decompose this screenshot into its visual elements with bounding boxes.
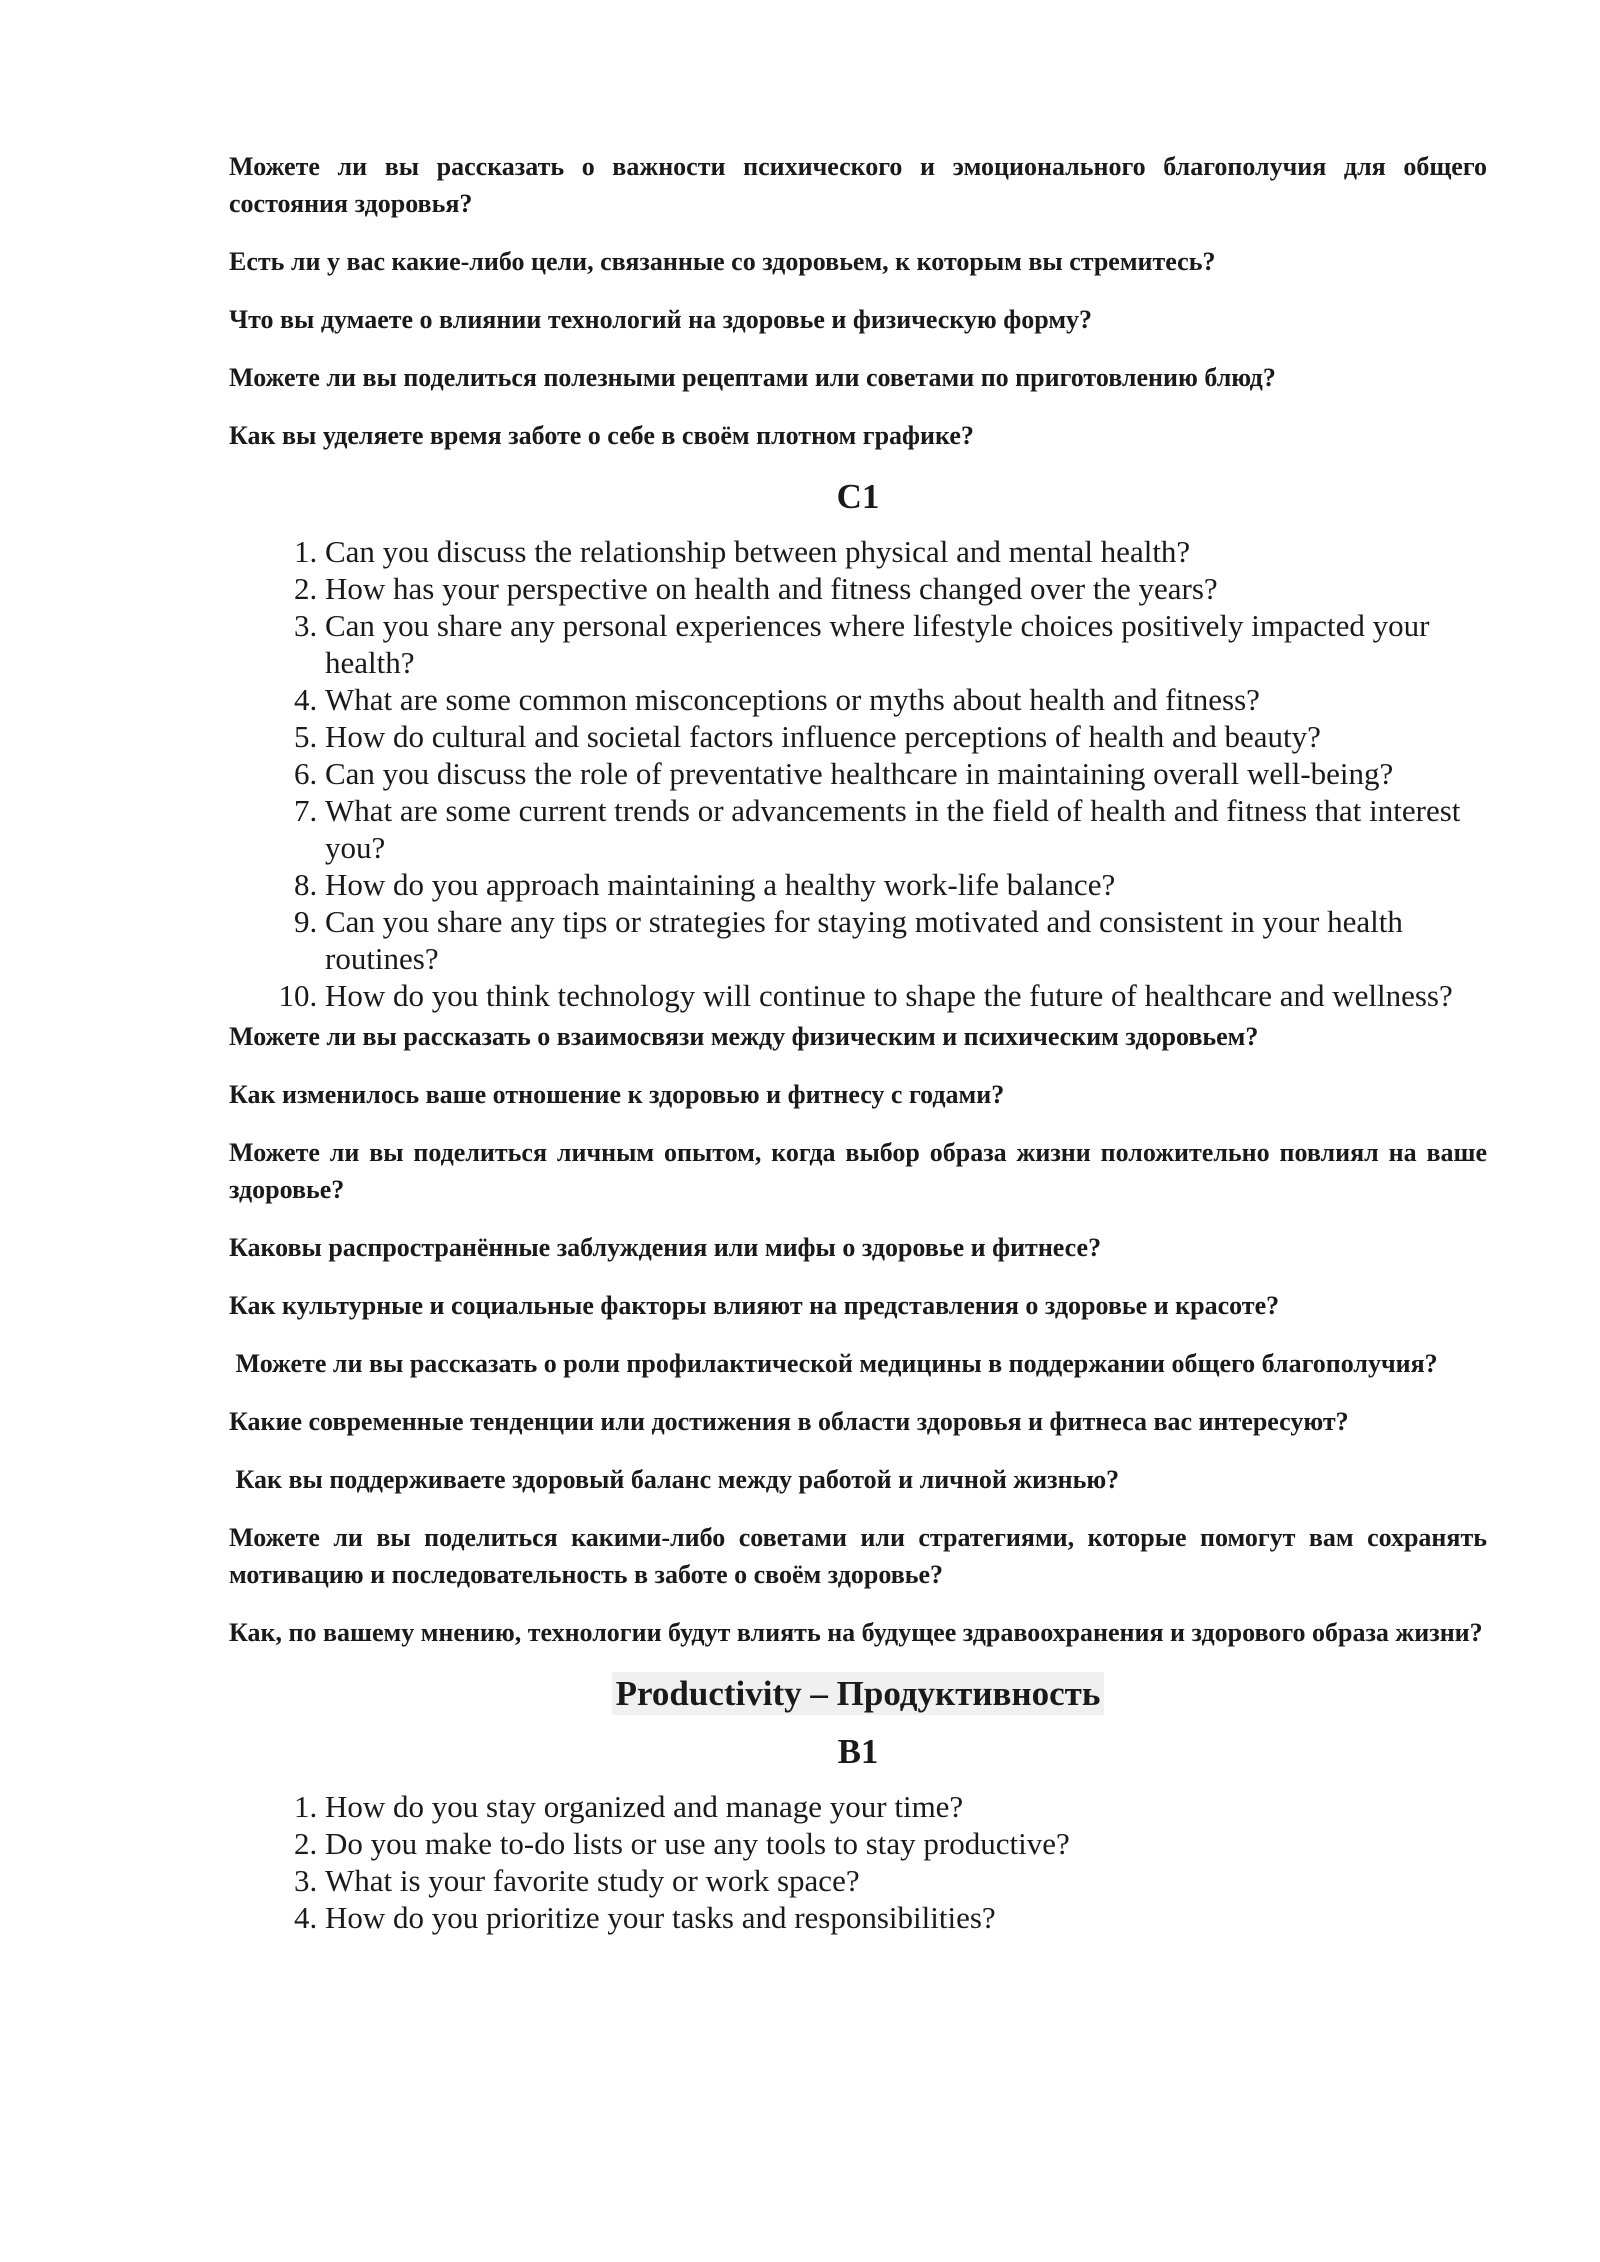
en-question-list-c1 xyxy=(229,533,1487,1014)
topic-heading-productivity xyxy=(229,1672,1487,1716)
ru-question: Как вы поддерживаете здоровый баланс между работой и личной жизнью? xyxy=(229,1465,1120,1494)
en-question: 2. Do you make to-do lists or use any tools to stay productive? xyxy=(325,1825,1487,1862)
en-question: 8. How do you approach maintaining a healthy work-life balance? xyxy=(325,866,1487,903)
en-question: 4. How do you prioritize your tasks and responsibilities? xyxy=(325,1899,1487,1936)
level-heading-b1: B1 xyxy=(837,1732,879,1771)
en-question: 1. How do you stay organized and manage your time? xyxy=(325,1788,1487,1825)
topic-heading-text: Productivity – Продуктивность xyxy=(612,1672,1105,1715)
ru-question: Как вы уделяете время заботе о себе в своём плотном графике? xyxy=(229,421,974,450)
ru-question: Можете ли вы поделиться личным опытом, когда выбор образа жизни положительно повлиял на ваше здоровье? xyxy=(229,1138,1487,1204)
en-question: 6. Can you discuss the role of preventative healthcare in maintaining overall well-being? xyxy=(325,755,1487,792)
ru-question: Можете ли вы рассказать о роли профилактической медицины в поддержании общего благополучия? xyxy=(229,1349,1438,1378)
en-question: 3. Can you share any personal experiences where lifestyle choices positively impacted your health? xyxy=(325,607,1487,681)
ru-question: Можете ли вы рассказать о взаимосвязи между физическим и психическим здоровьем? xyxy=(229,1022,1259,1051)
ru-question: Есть ли у вас какие-либо цели, связанные со здоровьем, к которым вы стремитесь? xyxy=(229,247,1216,276)
en-question: 4. What are some common misconceptions or myths about health and fitness? xyxy=(325,681,1487,718)
en-question: 9. Can you share any tips or strategies for staying motivated and consistent in your health routines? xyxy=(325,903,1487,977)
en-question: 3. What is your favorite study or work space? xyxy=(325,1862,1487,1899)
ru-question: Каковы распространённые заблуждения или мифы о здоровье и фитнесе? xyxy=(229,1233,1102,1262)
ru-question: Как культурные и социальные факторы влияют на представления о здоровье и красоте? xyxy=(229,1291,1280,1320)
level-heading-c1: C1 xyxy=(836,477,880,516)
document-page xyxy=(229,148,1487,1940)
en-question: 5. How do cultural and societal factors influence perceptions of health and beauty? xyxy=(325,718,1487,755)
en-question: 7. What are some current trends or advancements in the field of health and fitness that interest you? xyxy=(325,792,1487,866)
ru-question: Можете ли вы рассказать о важности психического и эмоционального благополучия для общего состояния здоровья? xyxy=(229,152,1487,218)
ru-question: Как изменилось ваше отношение к здоровью и фитнесу с годами? xyxy=(229,1080,1005,1109)
en-question: 2. How has your perspective on health and fitness changed over the years? xyxy=(325,570,1487,607)
ru-question: Можете ли вы поделиться какими-либо советами или стратегиями, которые помогут вам сохранять мотивацию и последовательность в заботе о своём здоровье? xyxy=(229,1523,1487,1589)
ru-question: Как, по вашему мнению, технологии будут влиять на будущее здравоохранения и здорового образа жизни? xyxy=(229,1618,1483,1647)
ru-question: Можете ли вы поделиться полезными рецептами или советами по приготовлению блюд? xyxy=(229,363,1276,392)
ru-question: Что вы думаете о влиянии технологий на здоровье и физическую форму? xyxy=(229,305,1093,334)
en-question: 1. Can you discuss the relationship between physical and mental health? xyxy=(325,533,1487,570)
ru-question: Какие современные тенденции или достижения в области здоровья и фитнеса вас интересуют? xyxy=(229,1407,1349,1436)
en-question: 10. How do you think technology will continue to shape the future of healthcare and wellness? xyxy=(325,977,1487,1014)
en-question-list-b1 xyxy=(229,1788,1487,1936)
